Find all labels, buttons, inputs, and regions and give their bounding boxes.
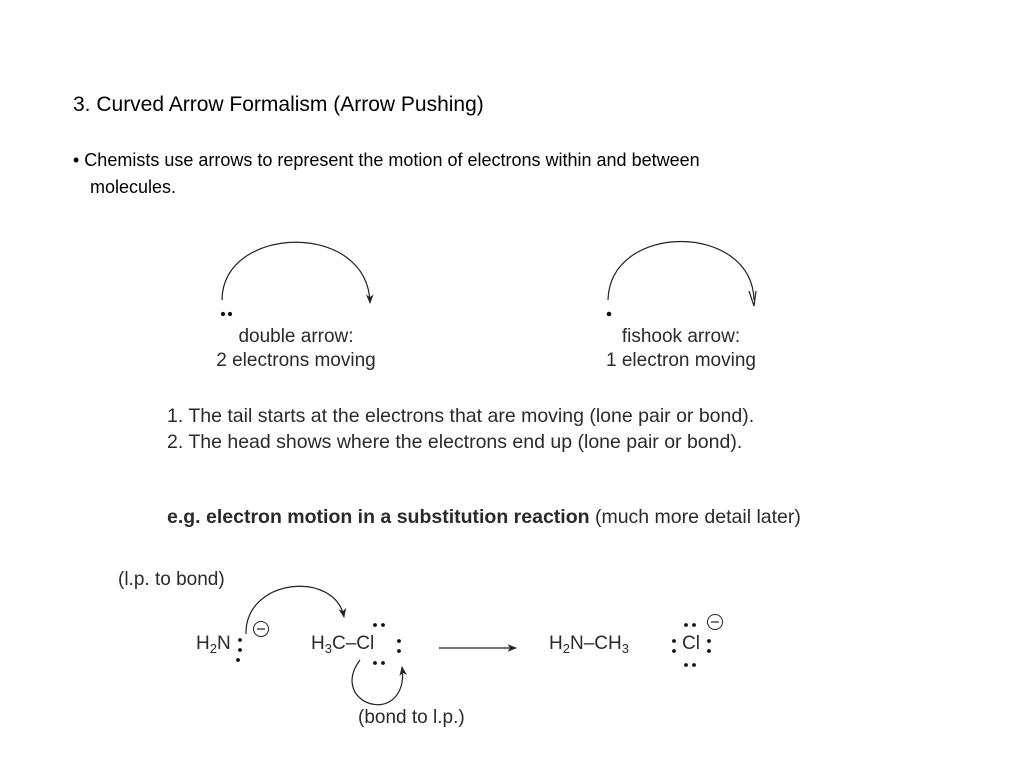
fishhook-half-head: [749, 291, 756, 306]
cl-lone-pair-dot: [373, 661, 377, 665]
bond-to-lp-arrow: [352, 660, 403, 705]
fishhook-arrow-label: [582, 325, 780, 373]
cl-lone-pair-dot: [381, 661, 385, 665]
rule-1: 1. The tail starts at the electrons that are moving (lone pair or bond).: [167, 405, 755, 427]
fishhook-curved-arrow: [608, 242, 754, 301]
bullet-line-1: • Chemists use arrows to represent the motion of electrons within and between: [73, 150, 700, 170]
chloride-lone-pair-dot: [672, 639, 676, 643]
electron-pair-dot-2: [228, 312, 232, 316]
chloride-lone-pair-dot: [707, 649, 711, 653]
cl-lone-pair-dot: [397, 649, 401, 653]
double-arrow-label-line-2: 2 electrons moving: [216, 350, 376, 371]
example-heading: [167, 506, 801, 529]
chloride-lone-pair-dot: [684, 663, 688, 667]
chloride-leaving-group: Cl: [682, 633, 700, 654]
chloride-lone-pair-dot: [692, 623, 696, 627]
n-lone-pair-dot: [238, 648, 242, 652]
amide-nucleophile: $H_2N$: [196, 633, 231, 656]
bullet-line-2: molecules.: [90, 177, 177, 197]
chloride-lone-pair-dot: [692, 663, 696, 667]
electron-pair-dot-1: [221, 312, 225, 316]
bond-to-lp-label: (bond to l.p.): [358, 707, 465, 728]
reaction-scheme: [236, 586, 722, 704]
single-electron-dot: [607, 312, 612, 317]
methylamine-product: $H_2N-CH_3$: [549, 633, 629, 656]
fishhook-arrow-label-line-1: fishook arrow:: [621, 326, 741, 347]
rule-2: 2. The head shows where the electrons end up (lone pair or bond).: [167, 431, 743, 453]
cl-lone-pair-dot: [397, 639, 401, 643]
chloromethane-substrate: $H_3C-Cl$: [311, 633, 375, 656]
double-curved-arrow: [222, 242, 370, 303]
lp-to-bond-label: (l.p. to bond): [118, 569, 225, 590]
lp-to-bond-arrow: [246, 586, 344, 634]
n-lone-pair-dot: [236, 658, 240, 662]
chloride-lone-pair-dot: [684, 623, 688, 627]
chloride-lone-pair-dot: [672, 649, 676, 653]
slide-title: 3. Curved Arrow Formalism (Arrow Pushing): [73, 93, 484, 116]
example-bold-text: e.g. electron motion in a substitution reaction: [167, 506, 590, 528]
cl-lone-pair-dot: [381, 623, 385, 627]
fishhook-arrow-label-line-2: 1 electron moving: [606, 350, 756, 371]
cl-lone-pair-dot: [373, 623, 377, 627]
double-arrow-diagram: [221, 242, 370, 316]
double-arrow-label: [190, 325, 402, 373]
chloride-lone-pair-dot: [707, 639, 711, 643]
n-lone-pair-dot: [238, 638, 242, 642]
double-arrow-label-line-1: double arrow:: [238, 326, 354, 347]
example-normal-text: (much more detail later): [589, 506, 801, 528]
fishhook-arrow-diagram: [607, 242, 756, 317]
